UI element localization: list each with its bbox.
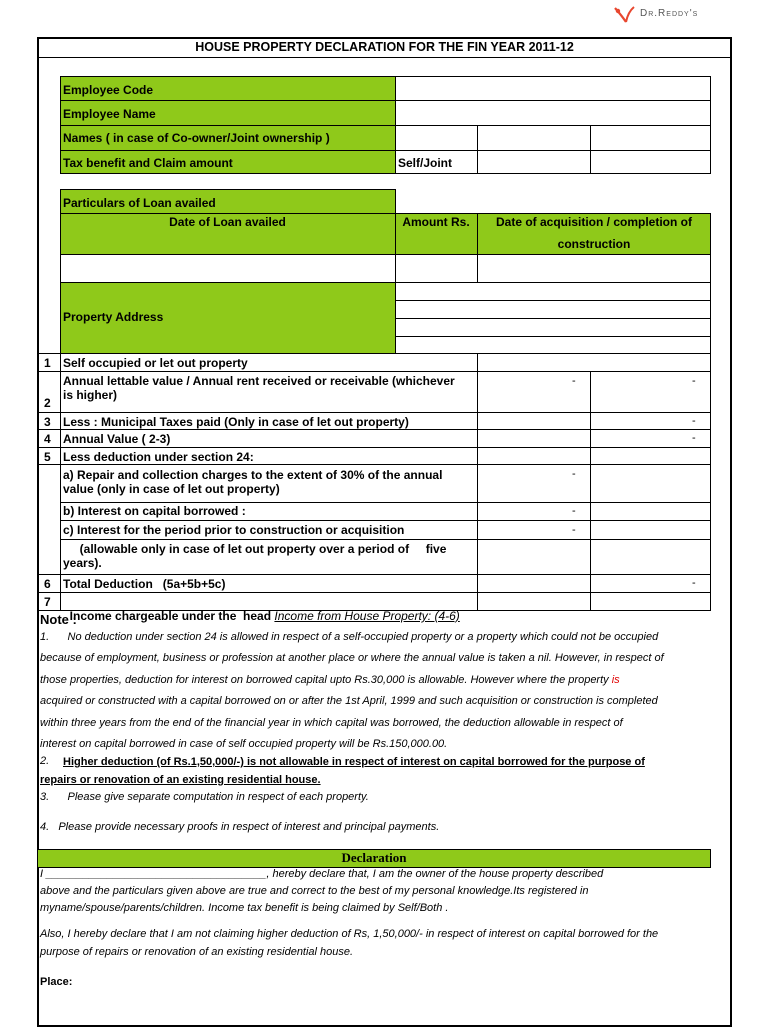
declaration-text: I ____________________________________, hereby declare that, I am the owner of the house property described: [40, 868, 604, 880]
row-label-prefix: Income chargeable under the head: [69, 609, 275, 623]
row-rule: [37, 464, 711, 465]
value-cell[interactable]: -: [572, 524, 576, 536]
declaration-text: above and the particulars given above are true and correct to the best of my personal knowledge.Its registered in: [40, 885, 589, 897]
col-rule: [477, 125, 478, 174]
row-label: Annual Value ( 2-3): [63, 432, 171, 446]
row-label: (allowable only in case of let out property over a period of five: [63, 542, 447, 556]
employee-code-field[interactable]: [397, 78, 709, 99]
note-4: 4. Please provide necessary proofs in respect of interest and principal payments.: [40, 821, 440, 833]
note-1-line-text: those properties, deduction for interest on borrowed capital upto Rs.30,000 is allowable. However where the property: [40, 674, 612, 686]
row-label: a) Repair and collection charges to the extent of 30% of the annual: [63, 468, 443, 482]
value-cell[interactable]: -: [572, 468, 576, 480]
col-rule: [590, 371, 591, 611]
loan-amount-header: Amount Rs.: [402, 215, 470, 229]
coowner-label: Names ( in case of Co-owner/Joint ownership ): [63, 131, 330, 145]
row-number: 6: [44, 577, 51, 591]
row-label-2: value (only in case of let out property): [63, 482, 280, 496]
note-1-line: interest on capital borrowed in case of self occupied property will be Rs.150,000.00.: [40, 738, 448, 750]
loan-particulars-label: Particulars of Loan availed: [63, 196, 216, 210]
note-1-line: within three years from the end of the financial year in which capital was borrowed, the deduction allowable in respect of: [40, 717, 623, 729]
row-rule: [60, 520, 711, 521]
note-1-line: [40, 670, 620, 692]
row-label: c) Interest for the period prior to construction or acquisition: [63, 523, 405, 537]
row-number: 4: [44, 432, 51, 446]
row-label: Self occupied or let out property: [63, 356, 248, 370]
note-3: 3. Please give separate computation in respect of each property.: [40, 791, 369, 803]
note-1-line: 1. No deduction under section 24 is allowed in respect of a self-occupied property or a property which could not be occupied: [40, 631, 659, 643]
self-joint-label: Self/Joint: [398, 156, 453, 170]
loan-values-row[interactable]: [60, 254, 711, 283]
row-number: 7: [44, 595, 51, 609]
form-title: HOUSE PROPERTY DECLARATION FOR THE FIN YEAR 2011-12: [195, 40, 574, 54]
dr-reddys-logo-icon: [612, 4, 638, 24]
row-label: [63, 595, 460, 623]
row-rule: [60, 502, 711, 503]
loan-date-header: Date of Loan availed: [169, 215, 286, 229]
value-cell[interactable]: -: [692, 415, 696, 427]
row-label: Less deduction under section 24:: [63, 450, 254, 464]
highlighted-word: is: [611, 674, 620, 686]
row-number: 2: [44, 396, 51, 410]
value-cell[interactable]: -: [692, 577, 696, 589]
value-cell[interactable]: -: [572, 375, 576, 387]
col-rule: [477, 353, 478, 611]
row-label: Less : Municipal Taxes paid (Only in case of let out property): [63, 415, 409, 429]
row-rule: [37, 412, 711, 413]
row-rule: [60, 150, 711, 151]
row-rule: [37, 371, 711, 372]
row-rule: [37, 447, 711, 448]
value-cell[interactable]: -: [692, 432, 696, 444]
row-rule: [37, 574, 711, 575]
note-2-number: 2.: [40, 755, 50, 767]
acquisition-date-header-2: construction: [557, 237, 631, 251]
value-cell[interactable]: -: [572, 505, 576, 517]
property-address-label: Property Address: [63, 310, 164, 324]
declaration-heading: Declaration: [341, 850, 407, 865]
row-label-link: Income from House Property: (4-6): [274, 609, 460, 623]
employee-name-field[interactable]: [397, 102, 709, 124]
tax-benefit-label: Tax benefit and Claim amount: [63, 156, 233, 170]
note-2-line: Higher deduction (of Rs.1,50,000/-) is not allowable in respect of interest on capital borrowed for the purpose of: [63, 756, 645, 768]
row-rule: [60, 125, 711, 126]
row-number: 3: [44, 415, 51, 429]
col-rule: [590, 125, 591, 174]
row-rule: [60, 539, 711, 540]
declaration-text: myname/spouse/parents/children. Income tax benefit is being claimed by Self/Both .: [40, 902, 449, 914]
employee-name-label: Employee Name: [63, 107, 156, 121]
row-label-2: is higher): [63, 388, 118, 402]
col-rule: [60, 353, 61, 611]
row-number: 1: [44, 356, 51, 370]
company-logo: [612, 4, 732, 24]
title-rule: [37, 57, 732, 58]
employee-code-label: Employee Code: [63, 83, 154, 97]
row-number: 5: [44, 450, 51, 464]
note-1-line: because of employment, business or profession at another place or where the annual value is taken a nil. However, in respect of: [40, 652, 664, 664]
acquisition-date-header: Date of acquisition / completion of: [495, 215, 692, 229]
logo-text: Dr.Reddy's: [640, 8, 699, 19]
place-label: Place:: [40, 976, 73, 988]
notes-heading: Note :: [40, 612, 77, 627]
note-2-line: repairs or renovation of an existing residential house.: [40, 774, 321, 786]
row-label: Annual lettable value / Annual rent received or receivable (whichever: [63, 374, 455, 388]
row-rule: [37, 592, 711, 593]
row-label: Total Deduction (5a+5b+5c): [63, 577, 226, 591]
row-rule: [395, 336, 711, 337]
row-rule: [37, 429, 711, 430]
declaration-text: purpose of repairs or renovation of an existing residential house.: [40, 946, 354, 958]
note-1-line: acquired or constructed with a capital borrowed on or after the 1st April, 1999 and such acquisition or construction is completed: [40, 695, 658, 707]
declaration-text: Also, I hereby declare that I am not claiming higher deduction of Rs, 1,50,000/- in respect of interest on capital borrowed for the: [40, 928, 659, 940]
row-rule: [395, 300, 711, 301]
row-label: b) Interest on capital borrowed :: [63, 504, 246, 518]
value-cell[interactable]: -: [692, 375, 696, 387]
row-rule: [395, 318, 711, 319]
row-rule: [60, 100, 711, 101]
row-label-2: years).: [63, 556, 102, 570]
